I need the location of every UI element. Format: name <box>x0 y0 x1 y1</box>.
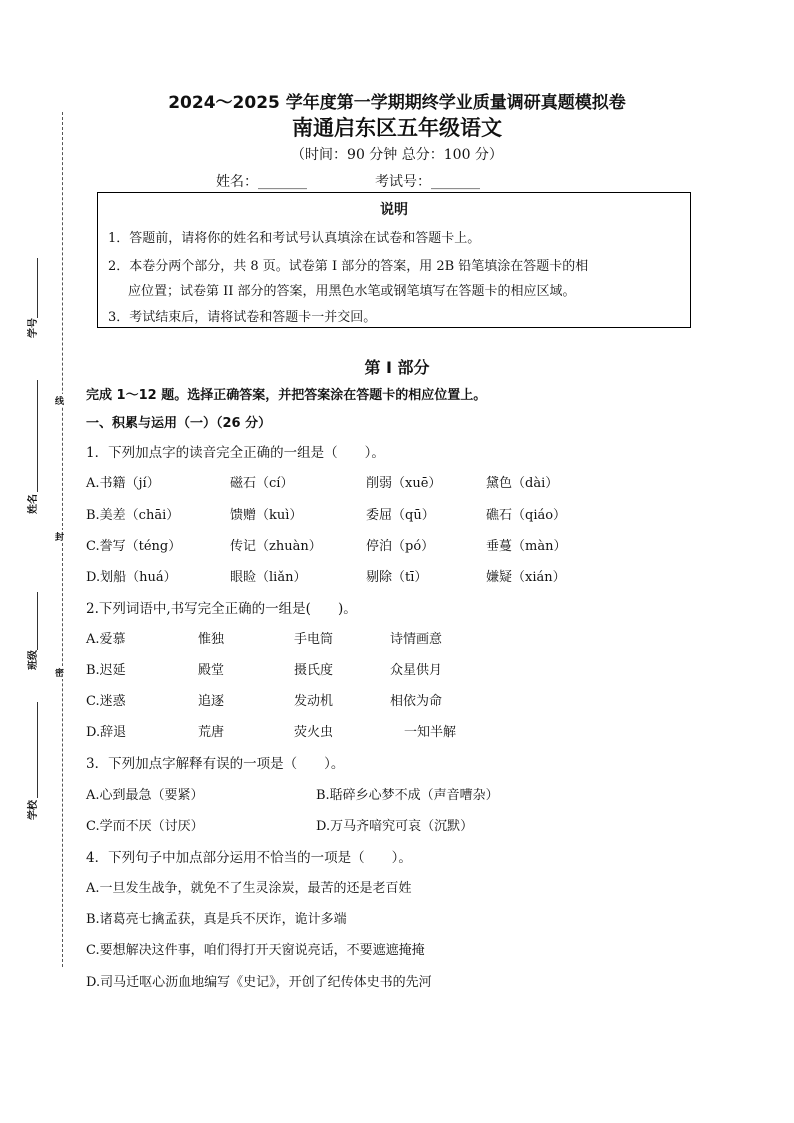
seal-char-xian: 线 <box>55 394 64 407</box>
q4-option-c: C.要想解决这件事，咱们得打开天窗说亮话，不要遮遮掩掩 <box>86 943 425 958</box>
q1-option-b-1: B.美差（chāi） <box>86 508 180 523</box>
q3-option-a: A.心到最急（要紧） <box>86 788 204 803</box>
instruction-item-2: 2．本卷分两个部分，共 8 页。试卷第 I 部分的答案，用 2B 铅笔填涂在答题卡的相 <box>108 259 589 274</box>
q1-option-c-3: 停泊（pó） <box>366 539 435 554</box>
q2-option-a-2: 惟独 <box>198 632 225 647</box>
q4-option-a: A.一旦发生战争，就免不了生灵涂炭，最苦的还是老百姓 <box>86 881 412 896</box>
q1-option-c-4: 垂蔓（màn） <box>486 539 567 554</box>
class-label: 班级 <box>28 650 39 670</box>
time-score-info: （时间：90 分钟 总分：100 分） <box>291 147 503 163</box>
q1-option-d-3: 剔除（tī） <box>366 570 428 585</box>
q1-option-a-2: 磁石（cí） <box>230 476 294 491</box>
instructions-title: 说明 <box>380 202 408 218</box>
q2-option-d-3: 荧火虫 <box>294 725 334 740</box>
question-1-stem: 1．下列加点字的读音完全正确的一组是（ ）。 <box>86 445 385 461</box>
q2-option-a-4: 诗情画意 <box>390 632 443 647</box>
section-title: 一、积累与运用（一）（26 分） <box>86 416 272 431</box>
q1-option-b-2: 馈赠（kuì） <box>230 508 303 523</box>
instructions-box <box>97 192 691 328</box>
q1-option-a-4: 黛色（dài） <box>486 476 559 491</box>
name-underline <box>37 380 38 492</box>
q3-option-d: D.万马齐喑究可哀（沉默） <box>316 819 474 834</box>
part-one-instruction: 完成 1～12 题。选择正确答案，并把答案涂在答题卡的相应位置上。 <box>86 388 487 403</box>
q2-option-c-1: C.迷惑 <box>86 694 126 709</box>
student-id-label: 学号 <box>28 318 39 338</box>
q1-option-a-1: A.书籍（jí） <box>86 476 160 491</box>
q1-option-d-1: D.划船（huá） <box>86 570 177 585</box>
q1-option-c-2: 传记（zhuàn） <box>230 539 322 554</box>
seal-char-feng: 封 <box>55 530 64 543</box>
q1-option-d-2: 眼睑（liǎn） <box>230 570 307 585</box>
q3-option-b: B.聒碎乡心梦不成（声音嘈杂） <box>316 788 499 803</box>
q2-option-b-1: B.迟延 <box>86 663 126 678</box>
question-2-stem: 2.下列词语中,书写完全正确的一组是( )。 <box>86 601 357 617</box>
q1-option-b-4: 礁石（qiáo） <box>486 508 567 523</box>
q4-option-d: D.司马迁呕心沥血地编写《史记》，开创了纪传体史书的先河 <box>86 975 432 990</box>
q2-option-d-4: 一知半解 <box>404 725 457 740</box>
q2-option-b-4: 众星供月 <box>390 663 443 678</box>
exam-title: 2024～2025 学年度第一学期期终学业质量调研真题模拟卷 <box>168 93 626 113</box>
q2-option-c-2: 追逐 <box>198 694 225 709</box>
instruction-item-2-cont: 应位置；试卷第 II 部分的答案，用黑色水笔或钢笔填写在答题卡的相应区域。 <box>128 284 576 299</box>
q1-option-d-4: 嫌疑（xián） <box>486 570 566 585</box>
exam-subtitle: 南通启东区五年级语文 <box>292 116 502 140</box>
question-4-stem: 4．下列句子中加点部分运用不恰当的一项是（ ）。 <box>86 850 412 866</box>
q1-option-c-1: C.誊写（téng） <box>86 539 182 554</box>
q2-option-b-3: 摄氏度 <box>294 663 334 678</box>
seal-char-mi: 密 <box>55 666 64 679</box>
q2-option-d-2: 荒唐 <box>198 725 225 740</box>
school-label: 学校 <box>28 800 39 820</box>
q2-option-a-1: A.爱慕 <box>86 632 126 647</box>
q1-option-b-3: 委屈（qū） <box>366 508 435 523</box>
part-one-title: 第 I 部分 <box>364 358 430 377</box>
q2-option-a-3: 手电筒 <box>294 632 334 647</box>
q2-option-c-4: 相依为命 <box>390 694 443 709</box>
q3-option-c: C.学而不厌（讨厌） <box>86 819 204 834</box>
name-field-label: 姓名：_______ <box>216 174 307 190</box>
q1-option-a-3: 削弱（xuē） <box>366 476 442 491</box>
instruction-item-3: 3．考试结束后，请将试卷和答题卡一并交回。 <box>108 310 377 325</box>
question-3-stem: 3．下列加点字解释有误的一项是（ ）。 <box>86 756 345 772</box>
q2-option-c-3: 发动机 <box>294 694 334 709</box>
q2-option-d-1: D.辞退 <box>86 725 127 740</box>
q4-option-b: B.诸葛亮七擒孟获，真是兵不厌诈，诡计多端 <box>86 912 347 927</box>
instruction-item-1: 1．答题前，请将你的姓名和考试号认真填涂在试卷和答题卡上。 <box>108 231 481 246</box>
class-underline <box>37 592 38 650</box>
exam-number-field-label: 考试号：_______ <box>375 174 480 190</box>
school-underline <box>37 702 38 798</box>
q2-option-b-2: 殿堂 <box>198 663 225 678</box>
student-id-underline <box>37 258 38 318</box>
name-label: 姓名 <box>28 494 39 514</box>
